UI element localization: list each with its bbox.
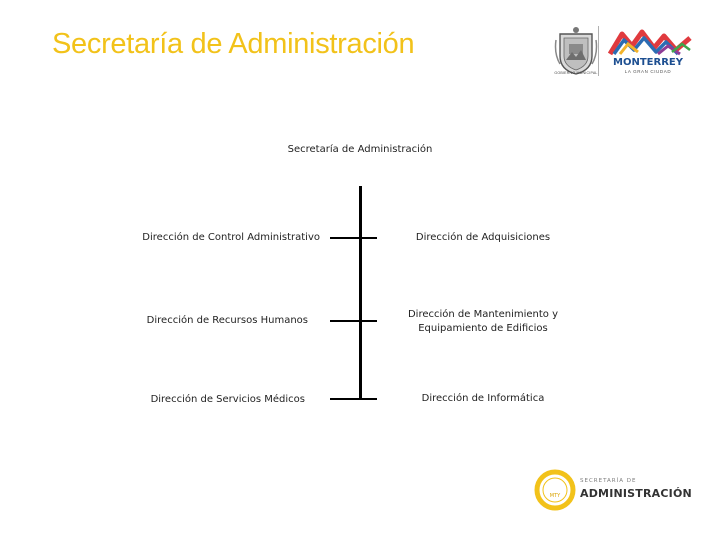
org-connector-left [330, 237, 361, 239]
org-connector-left [330, 320, 361, 322]
org-node-adquisiciones: Dirección de Adquisiciones [415, 232, 551, 243]
monterrey-mountain-logo [608, 28, 692, 56]
monterrey-tagline: LA GRAN CIUDAD [624, 69, 672, 74]
monterrey-wordmark: MONTERREY [613, 57, 683, 68]
footer-administracion-label: ADMINISTRACIÓN [580, 487, 692, 500]
org-connector-right [361, 398, 377, 400]
secretaria-administracion-emblem [533, 468, 577, 512]
org-connector-right [361, 237, 377, 239]
org-connector-right [361, 320, 377, 322]
org-node-mantenimiento [388, 308, 578, 336]
org-node-control-administrativo: Dirección de Control Administrativo [142, 232, 320, 243]
org-connector-left [330, 398, 361, 400]
footer-secretaria-label: SECRETARÍA DE [580, 478, 637, 484]
org-node-recursos-humanos: Dirección de Recursos Humanos [146, 315, 308, 326]
emblem-text: MTY [549, 493, 561, 499]
page-title: Secretaría de Administración [52, 28, 415, 60]
logo-divider [598, 26, 599, 76]
org-node-mantenimiento-line2: Equipamiento de Edificios [418, 323, 548, 334]
org-node-mantenimiento-line1: Dirección de Mantenimiento y [407, 309, 559, 320]
org-node-servicios-medicos: Dirección de Servicios Médicos [150, 394, 305, 405]
org-node-informatica: Dirección de Informática [421, 393, 545, 404]
org-trunk-line [359, 186, 362, 400]
seal-caption: GOBIERNO MUNICIPAL [554, 71, 598, 75]
municipal-seal-logo [554, 26, 598, 76]
org-root-node: Secretaría de Administración [287, 144, 433, 155]
